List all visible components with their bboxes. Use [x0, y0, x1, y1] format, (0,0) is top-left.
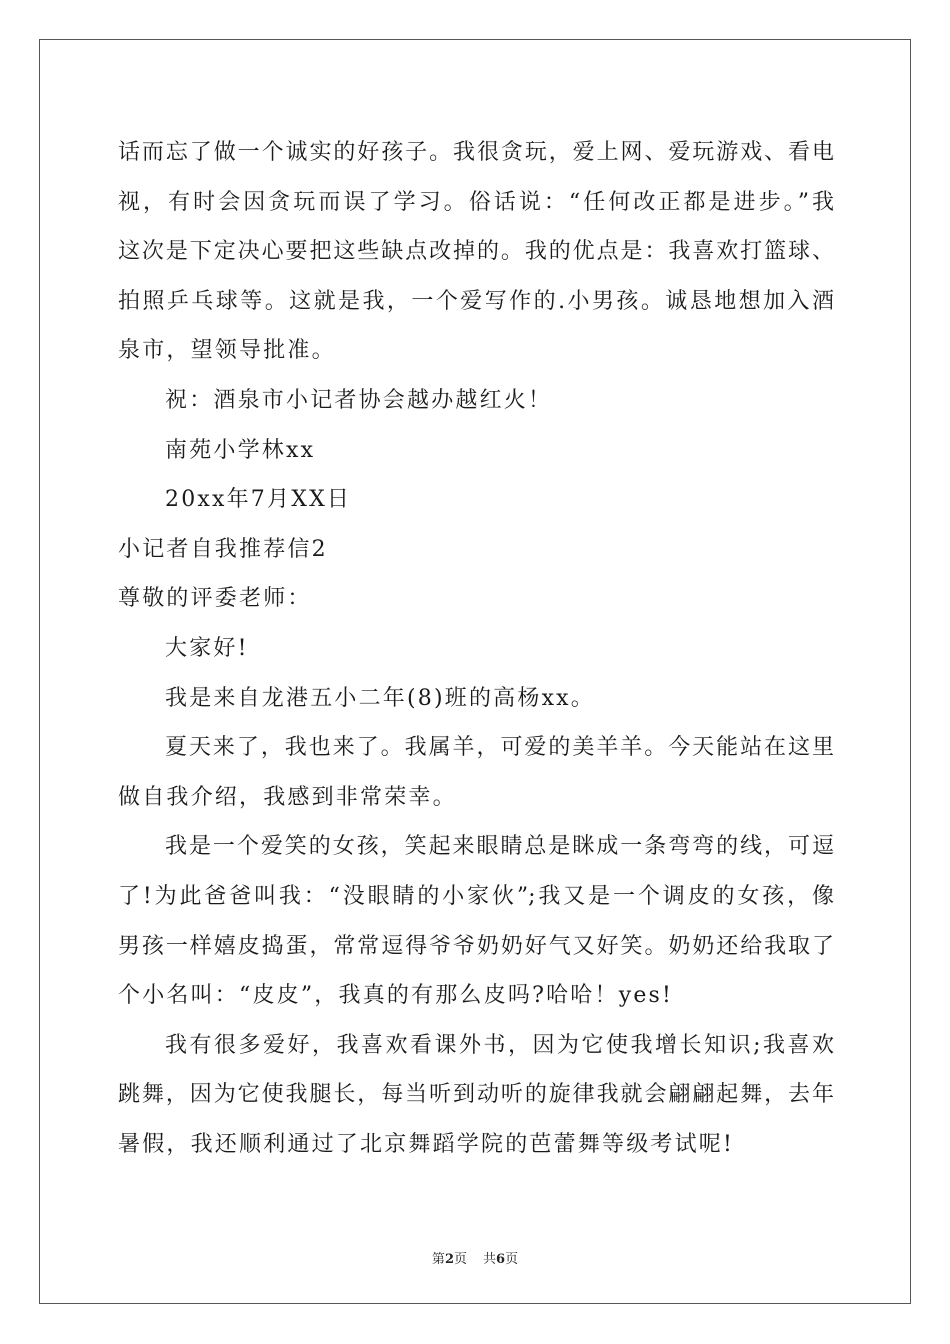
greeting: 大家好!	[165, 635, 249, 661]
text-line: 我有很多爱好，我喜欢看课外书，因为它使我增长知识;我喜欢	[165, 1032, 834, 1058]
total-pages: 6	[496, 1252, 506, 1267]
text-line: 话而忘了做一个诚实的好孩子。我很贪玩，爱上网、爱玩游戏、看电	[118, 140, 834, 165]
text-line: 夏天来了，我也来了。我属羊，可爱的美羊羊。今天能站在这里	[165, 735, 834, 761]
text-line: 视，有时会因贪玩而误了学习。俗话说：“任何改正都是进步。”我	[118, 189, 834, 215]
signature-name: 南苑小学林xx	[165, 437, 316, 463]
page-suffix: 页	[453, 1252, 467, 1267]
text-line: 这次是下定决心要把这些缺点改掉的。我的优点是：我喜欢打篮球、	[118, 239, 834, 265]
text-line: 了!为此爸爸叫我：“没眼睛的小家伙”;我又是一个调皮的女孩，像	[118, 883, 834, 909]
section-heading: 小记者自我推荐信2	[118, 536, 328, 562]
page-prefix: 第	[431, 1252, 445, 1267]
salutation: 尊敬的评委老师：	[118, 586, 312, 612]
total-prefix: 共	[483, 1252, 497, 1267]
text-line: 跳舞，因为它使我腿长，每当听到动听的旋律我就会翩翩起舞，去年	[118, 1082, 834, 1108]
text-line: 暑假，我还顺利通过了北京舞蹈学院的芭蕾舞等级考试呢!	[118, 1131, 735, 1157]
text-line: 做自我介绍，我感到非常荣幸。	[118, 784, 457, 810]
signature-date: 20xx年7月XX日	[165, 487, 352, 513]
text-line: 个小名叫：“皮皮”，我真的有那么皮吗?哈哈！yes!	[118, 983, 674, 1009]
text-line: 我是一个爱笑的女孩，笑起来眼睛总是眯成一条弯弯的线，可逗	[165, 834, 834, 860]
total-suffix: 页	[505, 1252, 519, 1267]
text-line: 男孩一样嬉皮捣蛋，常常逗得爷爷奶奶好气又好笑。奶奶还给我取了	[118, 933, 834, 959]
text-line: 泉市，望领导批准。	[118, 338, 336, 364]
page-footer	[0, 1248, 950, 1267]
document-body	[118, 128, 834, 1169]
closing-wish: 祝：酒泉市小记者协会越办越红火！	[165, 387, 553, 413]
text-line: 我是来自龙港五小二年(8)班的高杨xx。	[165, 685, 595, 711]
text-line: 拍照乒乓球等。这就是我，一个爱写作的.小男孩。诚恳地想加入酒	[118, 288, 834, 314]
page-number: 2	[444, 1252, 454, 1267]
